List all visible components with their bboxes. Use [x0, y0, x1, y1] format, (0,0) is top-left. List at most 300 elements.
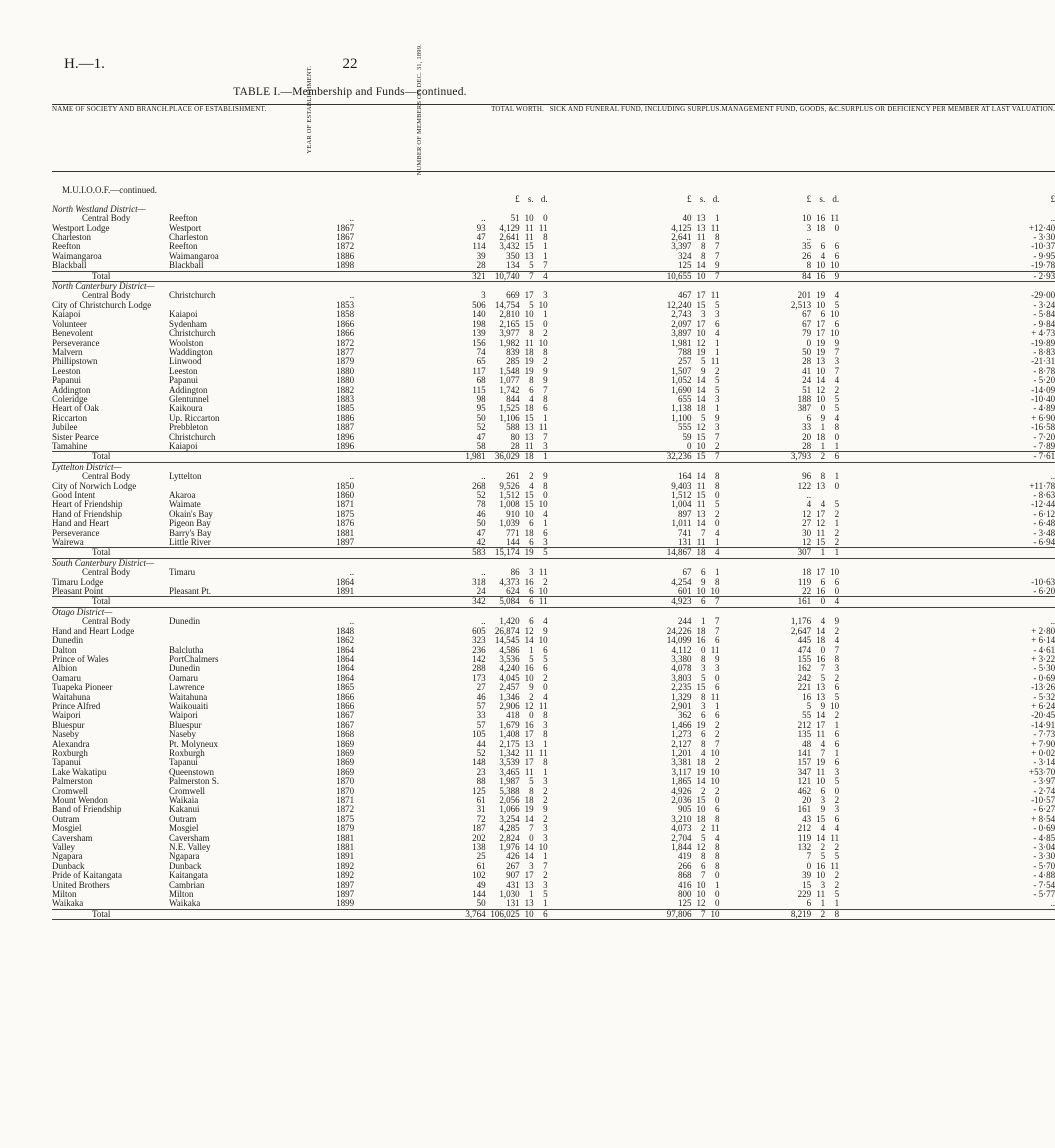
amount-part: 2 — [700, 785, 706, 796]
surplus: +53·70 — [1029, 766, 1055, 777]
amount-part: 3 — [700, 309, 706, 320]
amount-part: 8 — [714, 471, 720, 482]
amount-part: 5 — [714, 499, 720, 510]
amount-part: 1 — [543, 518, 548, 529]
amount-part: 1 — [543, 412, 548, 423]
amount-part: 8 — [543, 232, 548, 243]
branch-name: Waipori — [52, 710, 81, 721]
members: 57 — [476, 700, 486, 711]
amount-part: 1 — [834, 747, 840, 758]
amount-part: 7 — [714, 451, 720, 462]
members: 187 — [472, 823, 486, 834]
total-members: 583 — [354, 548, 485, 558]
amount-part: 8 — [529, 328, 534, 339]
amount-part: 5 — [529, 299, 534, 310]
total-label: Total — [52, 548, 169, 558]
amount-part: 1 — [714, 403, 720, 414]
amount-part: 48 — [802, 738, 812, 749]
total-row — [52, 271, 1055, 281]
branch-name: Benevolent — [52, 328, 93, 339]
surplus: - 3·30 — [1033, 232, 1055, 243]
amount-part: 14 — [696, 384, 706, 395]
amount-part: 7 — [700, 870, 706, 881]
members: 61 — [476, 795, 486, 805]
amount-part: 4 — [543, 691, 548, 702]
amount-part: 3 — [529, 860, 534, 871]
year: 1891 — [336, 851, 355, 862]
year: 1864 — [336, 576, 355, 587]
amount-part: 3,380 — [671, 653, 692, 664]
members: 138 — [472, 842, 486, 853]
amount-part: 0 — [806, 337, 812, 348]
amount-part: 26 — [802, 250, 812, 261]
branch-name: Bluespur — [52, 719, 85, 730]
amount-part: 5 — [834, 851, 840, 862]
year: 1872 — [336, 804, 355, 815]
amount-part: 14 — [816, 375, 826, 386]
amount-part: 19 — [816, 290, 826, 301]
amount-part: 10 — [696, 586, 706, 597]
amount-part: 0 — [806, 860, 812, 871]
members: 68 — [476, 375, 486, 386]
surplus: .. — [1050, 616, 1055, 627]
amount-part: 4,923 — [671, 596, 692, 607]
amount-part: 28 — [802, 356, 812, 367]
amount-part: 3,536 — [499, 653, 520, 664]
page-number: 22 — [342, 56, 358, 72]
amount-part: 14,545 — [494, 635, 520, 646]
amount-part: 10 — [816, 776, 826, 787]
amount-part: 106,025 — [490, 908, 520, 919]
surplus: + 6·90 — [1031, 412, 1055, 423]
amount-part: 8 — [714, 480, 720, 491]
year: .. — [349, 616, 355, 627]
amount-part: 10 — [830, 700, 840, 711]
amount-part: 4,373 — [499, 576, 520, 587]
amount-part: 5 — [543, 889, 548, 900]
amount-part: 12 — [696, 898, 706, 909]
amount-part: 5 — [529, 776, 534, 787]
amount-part: 12 — [696, 422, 706, 433]
amount-part: 5 — [834, 403, 840, 414]
place: Glentunnel — [168, 393, 209, 404]
members: 72 — [476, 813, 486, 824]
amount-part: 13 — [524, 898, 534, 909]
amount-part: 16 — [816, 213, 826, 224]
table-row — [52, 899, 1055, 909]
members: 52 — [476, 422, 486, 433]
members: 49 — [476, 879, 486, 890]
branch-name: Papanui — [52, 375, 81, 386]
amount-part: 0 — [834, 785, 840, 796]
year: 1869 — [336, 766, 355, 777]
amount-part: 1 — [714, 537, 720, 548]
amount-part: 4 — [820, 616, 826, 627]
branch-name: Coleridge — [52, 393, 88, 404]
amount-part: 1,976 — [499, 842, 520, 853]
amount-part: 11 — [710, 823, 720, 834]
amount-part: 771 — [506, 527, 520, 538]
amount-part: 5 — [700, 672, 706, 683]
district-row — [52, 205, 1055, 214]
members: 202 — [472, 832, 486, 843]
members: 318 — [472, 576, 486, 587]
table-row — [52, 491, 1055, 500]
amount-part: 9 — [820, 412, 826, 423]
amount-part: 19 — [524, 356, 534, 367]
amount-part: 59 — [682, 431, 692, 442]
branch-name: Perseverance — [52, 527, 100, 538]
surplus: - 0·69 — [1033, 672, 1055, 683]
amount-part: 10 — [816, 299, 826, 310]
amount-part: 4,586 — [499, 644, 520, 655]
year: 1872 — [336, 337, 355, 348]
place: Christchurch — [168, 431, 216, 442]
amount-part: 5 — [820, 672, 826, 683]
total-surplus — [841, 597, 1055, 607]
amount-part: 17 — [524, 729, 534, 740]
members: 52 — [476, 490, 486, 500]
amount-part: 1,844 — [671, 842, 692, 853]
amount-part: 3 — [834, 356, 840, 367]
surplus: - 8·83 — [1033, 346, 1055, 357]
amount-part: 3 — [543, 823, 548, 834]
place: Kaikoura — [168, 403, 203, 414]
amount-part: 15 — [524, 241, 534, 252]
members: 46 — [476, 691, 486, 702]
amount-part: 4 — [806, 499, 812, 510]
amount-part: 2 — [714, 729, 720, 740]
amount-part: 5 — [700, 412, 706, 423]
branch-name: Good Intent — [52, 490, 96, 500]
amount-part: 14 — [696, 776, 706, 787]
surplus: -16·58 — [1031, 422, 1055, 433]
amount-part: 13 — [816, 356, 826, 367]
amount-part: 5 — [700, 356, 706, 367]
surplus: - 7·89 — [1033, 440, 1055, 451]
amount-part: 6 — [543, 527, 548, 538]
amount-part: 10 — [524, 672, 534, 683]
page-header — [64, 56, 636, 76]
amount-part: 1,342 — [499, 747, 520, 758]
amount-part: 8 — [714, 232, 720, 243]
amount-part: 1,408 — [499, 729, 520, 740]
place: Waikaia — [168, 795, 199, 805]
surplus: + 4·73 — [1031, 328, 1055, 339]
amount-part: 10 — [830, 309, 840, 320]
table-row — [52, 796, 1055, 805]
amount-part: 11 — [816, 527, 826, 538]
amount-part: 2,824 — [499, 832, 520, 843]
amount-part: 0 — [834, 586, 840, 597]
amount-part: 9 — [820, 804, 826, 815]
amount-part: 2 — [820, 908, 826, 919]
branch-name: Blackball — [52, 260, 87, 271]
amount-part: 11 — [830, 860, 840, 871]
amount-part: 16 — [524, 663, 534, 674]
amount-part: 0 — [714, 518, 720, 529]
place: Waipori — [168, 710, 198, 721]
amount-part: 244 — [677, 616, 692, 627]
amount-part: 267 — [506, 860, 520, 871]
amount-part: 1 — [834, 898, 840, 909]
amount-part: 6 — [834, 757, 840, 768]
amount-part: 1,066 — [499, 804, 520, 815]
surplus: - 9·84 — [1033, 318, 1055, 329]
amount-part: 119 — [797, 576, 812, 587]
amount-part: 6 — [543, 663, 548, 674]
place: Waddington — [168, 346, 213, 357]
amount-part: 26,874 — [494, 625, 520, 636]
table-row — [52, 261, 1055, 271]
surplus: - 5·70 — [1033, 860, 1055, 871]
amount-part: 17 — [816, 508, 826, 519]
amount-part: 8 — [834, 422, 840, 433]
amount-part: 67 — [802, 318, 812, 329]
amount-part: 4 — [714, 527, 720, 538]
place — [169, 627, 266, 636]
col-members: NUMBER OF MEMBERS ON DEC. 31, 1899. — [354, 105, 485, 172]
branch-name: Palmerston — [52, 776, 93, 787]
surplus: -10·37 — [1031, 241, 1055, 252]
table-row — [52, 890, 1055, 899]
amount-part: 1 — [820, 547, 826, 558]
year: 1875 — [336, 508, 355, 519]
place: Timaru — [168, 567, 196, 578]
amount-part: 14 — [524, 851, 534, 862]
surplus: - 5·30 — [1033, 663, 1055, 674]
amount-part: 131 — [677, 537, 692, 548]
members: 142 — [472, 653, 486, 664]
amount-part: 6 — [529, 586, 534, 597]
amount-part: 555 — [677, 422, 692, 433]
place: Outram — [168, 813, 197, 824]
amount-part: 1 — [714, 879, 720, 890]
place: Waitahuna — [168, 691, 208, 702]
amount-part: 18 — [524, 527, 534, 538]
branch-name: Hand of Friendship — [52, 508, 122, 519]
surplus: - 5·84 — [1033, 309, 1055, 320]
branch-name: Heart of Friendship — [52, 499, 123, 510]
amount-part: 11 — [524, 440, 534, 451]
table-row — [52, 627, 1055, 636]
branch-name: Tamahine — [52, 440, 88, 451]
surplus: -10·40 — [1031, 393, 1055, 404]
year: .. — [349, 213, 355, 224]
members: 44 — [476, 738, 486, 749]
amount-part: 141 — [797, 747, 812, 758]
place: Kaiapoi — [168, 440, 198, 451]
amount-part: 8 — [529, 785, 534, 796]
total-members: 1,981 — [354, 452, 485, 462]
surplus: -21·31 — [1031, 356, 1055, 367]
amount-part: 15 — [816, 813, 826, 824]
amount-part: 35 — [802, 241, 812, 252]
amount-part: 2 — [700, 823, 706, 834]
place: Dunedin — [168, 663, 200, 674]
place: Sydenham — [168, 318, 207, 329]
amount-part: 18 — [696, 757, 706, 768]
amount-part: 18 — [524, 346, 534, 357]
branch-name: Central Body — [82, 290, 131, 301]
amount-part: 17 — [816, 719, 826, 730]
surplus: -19·89 — [1031, 337, 1055, 348]
amount-part: 844 — [506, 393, 520, 404]
district-row — [52, 462, 1055, 472]
amount-part: 2,641 — [671, 232, 692, 243]
year: 1880 — [336, 375, 355, 386]
place: Palmerston S. — [168, 776, 219, 787]
amount-part: 7 — [834, 346, 840, 357]
amount-part: 18 — [696, 403, 706, 414]
amount-part: 1 — [543, 250, 548, 261]
amount-part: 8 — [529, 375, 534, 386]
amount-part: 6 — [834, 318, 840, 329]
year: 1864 — [336, 653, 355, 664]
amount-part: 15,174 — [494, 547, 520, 558]
amount-part: 10 — [524, 508, 534, 519]
surplus: -10·63 — [1031, 576, 1055, 587]
amount-part: 10 — [710, 586, 720, 597]
amount-part: 8 — [543, 346, 548, 357]
amount-part: 11 — [538, 567, 548, 578]
year: 1896 — [336, 431, 355, 442]
place: Blackball — [168, 260, 204, 271]
amount-part: 3 — [714, 663, 720, 674]
amount-part: 0 — [834, 222, 840, 233]
amount-part: 22 — [802, 586, 812, 597]
branch-name: United Brothers — [52, 879, 110, 890]
amount-part: 36,029 — [494, 451, 520, 462]
amount-part: 2 — [834, 384, 840, 395]
amount-part: 1,201 — [671, 747, 692, 758]
branch-name: Albion — [52, 663, 78, 674]
amount-part: 7 — [714, 738, 720, 749]
year: 1879 — [336, 356, 355, 367]
amount-part: 3,977 — [499, 328, 520, 339]
amount-part: 1 — [714, 346, 720, 357]
amount-part: 347 — [797, 766, 812, 777]
surplus: - 6·12 — [1033, 508, 1055, 519]
amount-part: 5 — [714, 384, 720, 395]
amount-part: 2 — [834, 527, 840, 538]
year: 1870 — [336, 776, 355, 787]
amount-part: 839 — [506, 346, 520, 357]
amount-part: 144 — [506, 537, 520, 548]
amount-part: 4 — [700, 747, 706, 758]
amount-part: 9 — [714, 653, 720, 664]
surplus: - 5·20 — [1033, 375, 1055, 386]
amount-part: 2,810 — [499, 309, 520, 320]
year: 1860 — [336, 490, 355, 500]
district-name: Otago District— — [52, 606, 113, 617]
amount-part: 14 — [696, 393, 706, 404]
surplus: - 3·97 — [1033, 776, 1055, 787]
amount-part: 14 — [816, 625, 826, 636]
amount-part: 12,240 — [666, 299, 692, 310]
amount-part: 4,129 — [499, 222, 520, 233]
amount-part: 1,329 — [671, 691, 692, 702]
year: 1877 — [336, 346, 355, 357]
amount-part: 121 — [797, 776, 812, 787]
place: Balclutha — [168, 644, 204, 655]
amount-part: 6 — [820, 241, 826, 252]
district-row — [52, 607, 1055, 617]
place: Mosgiel — [168, 823, 199, 834]
amount-part: 9 — [543, 625, 548, 636]
amount-part: 11 — [710, 644, 720, 655]
members: 144 — [472, 889, 486, 900]
amount-part: 10 — [538, 842, 548, 853]
amount-part: 8,219 — [790, 908, 812, 919]
members: 33 — [476, 710, 486, 721]
amount-part: 1,512 — [671, 490, 692, 500]
amount-part: 0 — [834, 480, 840, 491]
amount-part: 11 — [696, 499, 706, 510]
branch-name: Naseby — [52, 729, 79, 740]
col-worth: TOTAL WORTH. — [486, 105, 550, 172]
amount-part: 6 — [700, 860, 706, 871]
amount-part: 4 — [834, 375, 840, 386]
amount-part: 14 — [696, 471, 706, 482]
amount-part: 3,432 — [499, 241, 520, 252]
amount-part: 19 — [696, 766, 706, 777]
amount-part: 1,679 — [499, 719, 520, 730]
amount-part: 6 — [529, 616, 534, 627]
amount-part: 2,513 — [790, 299, 812, 310]
amount-part: 17 — [816, 318, 826, 329]
amount-part: 1,548 — [499, 365, 520, 376]
members: 50 — [476, 518, 486, 529]
place: Tapanui — [168, 757, 198, 768]
branch-name: Tuapeka Pioneer — [52, 682, 113, 693]
amount-part: 5 — [834, 499, 840, 510]
amount-part: 2 — [820, 451, 826, 462]
amount-part: 9 — [834, 270, 840, 281]
year: 1867 — [336, 232, 355, 243]
amount-part: 7 — [543, 384, 548, 395]
place: Linwood — [168, 356, 202, 367]
amount-part: 3,117 — [671, 766, 692, 777]
year: 1848 — [336, 625, 355, 636]
amount-part: 20 — [802, 795, 812, 805]
table-row — [52, 805, 1055, 814]
members: 78 — [476, 499, 486, 510]
amount-part: 1,100 — [671, 412, 692, 423]
surplus: +12·40 — [1029, 222, 1055, 233]
amount-part: 16 — [524, 576, 534, 587]
amount-part: 17 — [816, 567, 826, 578]
surplus: - 5·32 — [1033, 691, 1055, 702]
members: 23 — [476, 766, 486, 777]
amount-part: 624 — [506, 586, 520, 597]
table-row — [52, 749, 1055, 758]
year: 1881 — [336, 832, 355, 843]
year: 1875 — [336, 813, 355, 824]
amount-part: 18 — [802, 567, 812, 578]
amount-part: 1,987 — [499, 776, 520, 787]
amount-part: 3 — [543, 832, 548, 843]
unit: £ — [1050, 194, 1055, 205]
amount-part: 10 — [538, 499, 548, 510]
amount-part: 10 — [538, 299, 548, 310]
amount-part: 6 — [529, 596, 534, 607]
amount-part: 11 — [524, 337, 534, 348]
amount-part: 2,165 — [499, 318, 520, 329]
amount-part: 10 — [802, 213, 812, 224]
amount-part: 467 — [677, 290, 692, 301]
amount-part: 261 — [506, 471, 520, 482]
